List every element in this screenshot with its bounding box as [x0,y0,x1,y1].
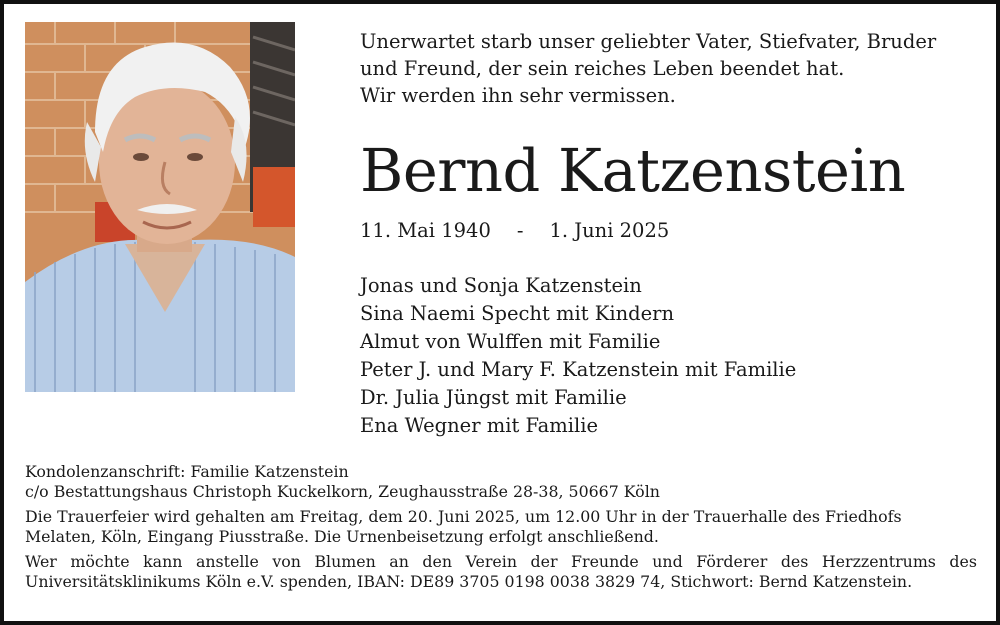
mourner-entry: Peter J. und Mary F. Katzenstein mit Familie [360,358,797,381]
mourners-list [360,272,796,440]
portrait-image [25,22,295,392]
life-dates [360,217,669,244]
intro-line: Wir werden ihn sehr vermissen. [360,84,676,107]
address-line: Kondolenzanschrift: Familie Katzenstein [25,462,349,481]
intro-text [360,28,980,109]
mourner-entry: Almut von Wulffen mit Familie [360,330,661,353]
condolence-address [25,462,977,501]
intro-line: und Freund, der sein reiches Leben beendet hat. [360,57,845,80]
mourner-entry: Jonas und Sonja Katzenstein [360,274,642,297]
donation-line: Universitätsklinikums Köln e.V. spenden, IBAN: DE89 3705 0198 0038 3829 74, Stichwort: Bernd Katzenstein. [25,571,913,591]
address-line: c/o Bestattungshaus Christoph Kuckelkorn, Zeughausstraße 28-38, 50667 Köln [25,481,660,501]
mourner-entry: Ena Wegner mit Familie [360,414,599,437]
mourner-entry: Sina Naemi Specht mit Kindern [360,302,675,325]
intro-line: Unerwartet starb unser geliebter Vater, Stiefvater, Bruder [360,30,937,53]
deceased-name: Bernd Katzenstein [360,136,906,205]
ceremony-info [25,507,977,546]
date-separator: - [516,219,524,242]
ceremony-line: Melaten, Köln, Eingang Piusstraße. Die Urnenbeisetzung erfolgt anschließend. [25,526,659,546]
death-date: 1. Juni 2025 [549,219,670,242]
birth-date: 11. Mai 1940 [360,219,491,242]
mourner-entry: Dr. Julia Jüngst mit Familie [360,386,627,409]
portrait-photo [25,22,295,392]
donation-info [25,552,977,591]
notice-footer [25,462,977,597]
donation-line: Wer möchte kann anstelle von Blumen an den Verein der Freunde und Förderer des Herzzentrums des [25,552,977,571]
ceremony-line: Die Trauerfeier wird gehalten am Freitag, dem 20. Juni 2025, um 12.00 Uhr in der Trauerhalle des Friedhofs [25,507,902,526]
